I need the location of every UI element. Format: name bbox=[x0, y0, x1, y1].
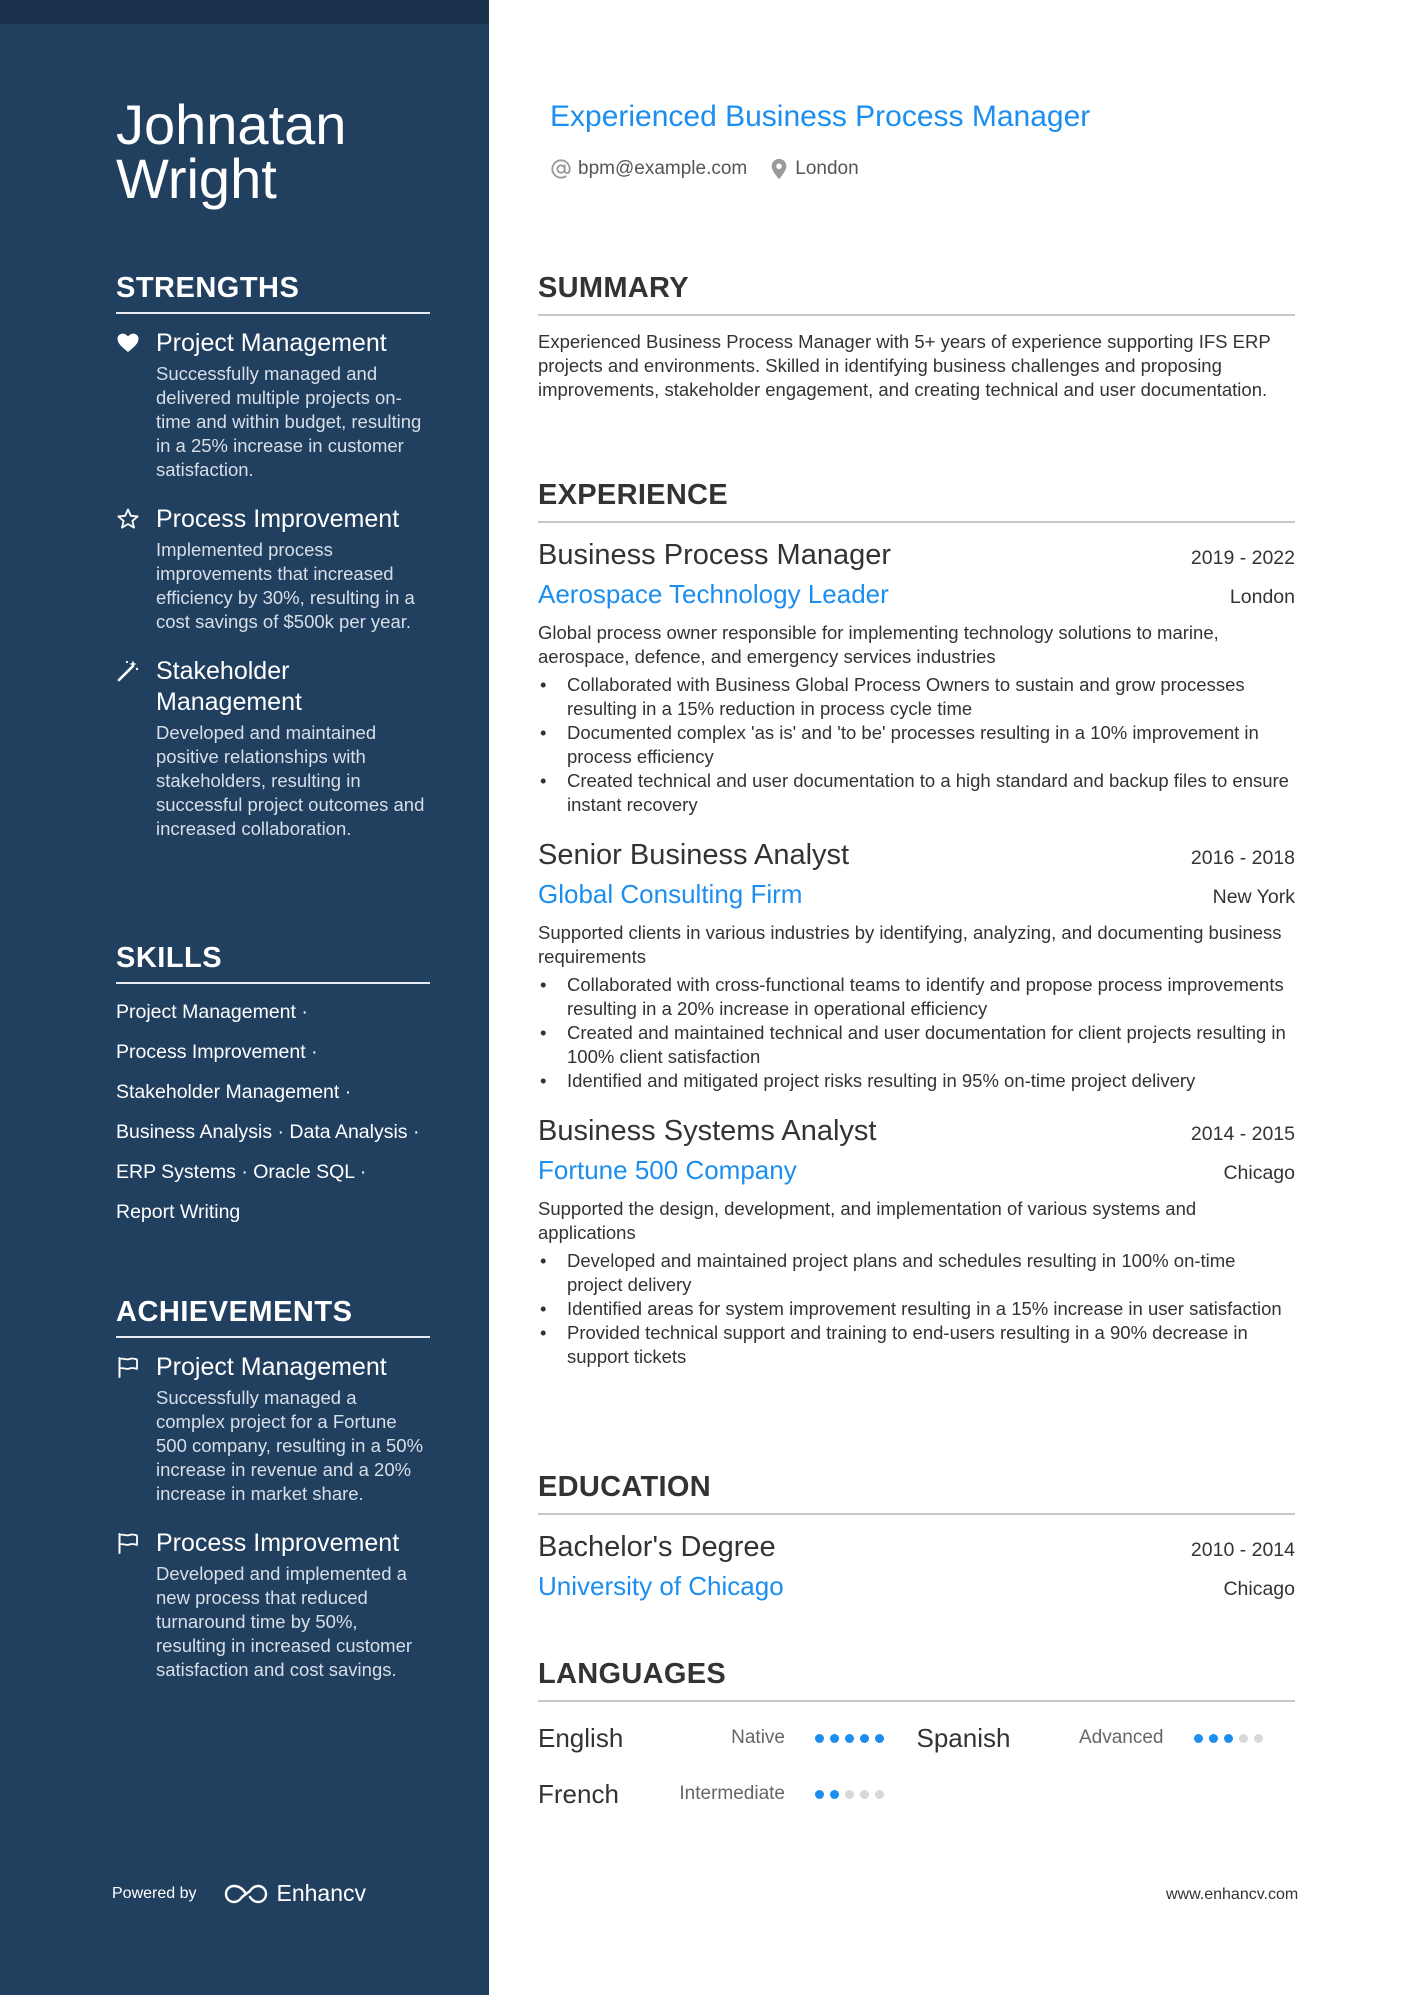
rating-dot-filled bbox=[815, 1790, 824, 1799]
enhancv-logo[interactable] bbox=[223, 1880, 367, 1907]
rating-dot-empty bbox=[860, 1790, 869, 1799]
job-bullet: • Provided technical support and training to end-users resulting in a 90% decrease in support tickets bbox=[538, 1321, 1295, 1369]
education-section bbox=[538, 1469, 1295, 1605]
skill-line: Process Improvement · bbox=[116, 1041, 318, 1063]
job-bullet: • Created and maintained technical and user documentation for client projects resulting in 100% client satisfaction bbox=[538, 1021, 1295, 1069]
skill-line: ERP Systems · Oracle SQL · bbox=[116, 1161, 367, 1183]
education-entry bbox=[538, 1527, 1295, 1605]
rating-dot-empty bbox=[1239, 1734, 1248, 1743]
strengths-heading: STRENGTHS bbox=[116, 270, 430, 314]
experience-section bbox=[538, 477, 1295, 1369]
job-dates: 2019 - 2022 bbox=[1190, 547, 1295, 569]
job-dates: 2014 - 2015 bbox=[1190, 1123, 1295, 1145]
languages-heading: LANGUAGES bbox=[538, 1656, 1295, 1702]
language-rating bbox=[815, 1734, 890, 1743]
language-rating bbox=[1194, 1734, 1269, 1743]
rating-dot-filled bbox=[860, 1734, 869, 1743]
rating-dot-filled bbox=[1209, 1734, 1218, 1743]
rating-dot-empty bbox=[845, 1790, 854, 1799]
job-bullet: • Identified and mitigated project risks resulting in 95% on-time project delivery bbox=[538, 1069, 1295, 1093]
experience-heading: EXPERIENCE bbox=[538, 477, 1295, 523]
website-link[interactable]: www.enhancv.com bbox=[1166, 1886, 1299, 1903]
achievement-description: Developed and implemented a new process that reduced turnaround time by 50%, resulting in increased customer satisfaction and cost savings. bbox=[156, 1563, 413, 1680]
skill-line: Project Management · bbox=[116, 1001, 308, 1023]
powered-by-label: Powered by bbox=[112, 1884, 197, 1902]
sidebar bbox=[0, 0, 489, 1995]
achievements-section bbox=[116, 1294, 430, 1682]
at-sign-icon bbox=[550, 158, 572, 180]
language-level: Native bbox=[731, 1727, 785, 1748]
skills-list bbox=[116, 992, 430, 1232]
strength-item bbox=[116, 504, 430, 634]
job-title: Senior Business Analyst bbox=[538, 839, 850, 871]
summary-text: Experienced Business Process Manager with 5+ years of experience supporting IFS ERP projects and environments. Skilled in identifying business challenges and proposing improvements, stakeholder engagement, and creating technical and user documentation. bbox=[538, 331, 1271, 400]
language-level: Advanced bbox=[1078, 1727, 1164, 1748]
strengths-section bbox=[116, 270, 430, 841]
rating-dot-filled bbox=[1224, 1734, 1233, 1743]
email-text: bpm@example.com bbox=[578, 158, 748, 179]
language-level: Intermediate bbox=[679, 1783, 785, 1804]
first-name: Johnatan bbox=[116, 93, 347, 156]
strength-description: Implemented process improvements that increased efficiency by 30%, resulting in a cost savings of $500k per year. bbox=[156, 539, 415, 632]
strength-item bbox=[116, 328, 430, 482]
degree: Bachelor's Degree bbox=[538, 1531, 776, 1563]
strength-description: Successfully managed and delivered multiple projects on-time and within budget, resulting in a 25% increase in customer satisfaction. bbox=[156, 363, 422, 480]
location-text: London bbox=[795, 158, 859, 179]
languages-section bbox=[538, 1656, 1295, 1822]
job-entry bbox=[538, 835, 1295, 1093]
job-bullets bbox=[538, 973, 1295, 1093]
email-item[interactable] bbox=[550, 158, 747, 180]
skill-line: Business Analysis · Data Analysis · bbox=[116, 1121, 420, 1143]
powered-by bbox=[112, 1880, 366, 1907]
job-description: Supported the design, development, and implementation of various systems and applications bbox=[538, 1198, 1197, 1243]
language-rating bbox=[815, 1790, 890, 1799]
job-bullet: • Created technical and user documentation to a high standard and backup files to ensure instant recovery bbox=[538, 769, 1295, 817]
job-company[interactable]: Aerospace Technology Leader bbox=[538, 579, 889, 609]
job-location: London bbox=[1229, 586, 1295, 608]
job-company[interactable]: Fortune 500 Company bbox=[538, 1155, 797, 1185]
job-bullet: • Identified areas for system improvement resulting in a 15% increase in user satisfaction bbox=[538, 1297, 1295, 1321]
language-item bbox=[538, 1723, 917, 1754]
achievement-item bbox=[116, 1352, 430, 1506]
strength-description: Developed and maintained positive relationships with stakeholders, resulting in successful project outcomes and increased collaboration. bbox=[156, 722, 425, 839]
rating-dot-empty bbox=[1254, 1734, 1263, 1743]
last-name: Wright bbox=[116, 147, 277, 210]
school[interactable]: University of Chicago bbox=[538, 1571, 784, 1601]
star-icon bbox=[116, 507, 140, 531]
location-pin-icon bbox=[769, 158, 789, 180]
rating-dot-filled bbox=[845, 1734, 854, 1743]
rating-dot-filled bbox=[875, 1734, 884, 1743]
job-bullets bbox=[538, 1249, 1295, 1369]
contact-info bbox=[550, 158, 881, 180]
job-dates: 2016 - 2018 bbox=[1190, 847, 1295, 869]
rating-dot-filled bbox=[815, 1734, 824, 1743]
language-item bbox=[917, 1723, 1296, 1754]
location-item bbox=[769, 158, 858, 180]
skill-line: Stakeholder Management · bbox=[116, 1081, 352, 1103]
languages-list bbox=[538, 1710, 1295, 1822]
job-title: Business Systems Analyst bbox=[538, 1115, 877, 1147]
achievement-item bbox=[116, 1528, 430, 1682]
rating-dot-filled bbox=[830, 1734, 839, 1743]
strength-title: Project Management bbox=[156, 329, 387, 357]
magic-wand-icon bbox=[116, 659, 140, 683]
enhancv-logo-icon bbox=[223, 1882, 269, 1906]
strength-title: Stakeholder Management bbox=[156, 657, 302, 716]
skill-line: Report Writing bbox=[116, 1201, 241, 1223]
job-bullet: • Collaborated with Business Global Process Owners to sustain and grow processes resulting in a 15% reduction in process cycle time bbox=[538, 673, 1295, 721]
job-location: New York bbox=[1212, 886, 1295, 908]
achievement-title: Process Improvement bbox=[156, 1529, 400, 1557]
heart-icon bbox=[116, 331, 140, 355]
job-bullets bbox=[538, 673, 1295, 817]
education-location: Chicago bbox=[1223, 1578, 1295, 1600]
rating-dot-filled bbox=[830, 1790, 839, 1799]
language-name: French bbox=[538, 1778, 619, 1809]
rating-dot-empty bbox=[875, 1790, 884, 1799]
job-bullet: • Developed and maintained project plans and schedules resulting in 100% on-time project delivery bbox=[538, 1249, 1295, 1297]
job-bullet: • Collaborated with cross-functional teams to identify and propose process improvements resulting in a 20% increase in operational efficiency bbox=[538, 973, 1295, 1021]
job-location: Chicago bbox=[1223, 1162, 1295, 1184]
rating-dot-filled bbox=[1194, 1734, 1203, 1743]
brand-name: Enhancv bbox=[276, 1880, 367, 1906]
headline: Experienced Business Process Manager bbox=[550, 100, 1091, 133]
summary-heading: SUMMARY bbox=[538, 270, 1295, 316]
job-title: Business Process Manager bbox=[538, 539, 891, 571]
strength-item bbox=[116, 656, 430, 841]
achievements-heading: ACHIEVEMENTS bbox=[116, 1294, 430, 1338]
skills-section bbox=[116, 940, 430, 1232]
achievement-title: Project Management bbox=[156, 1353, 387, 1381]
sidebar-top-bar bbox=[0, 0, 489, 24]
strength-title: Process Improvement bbox=[156, 505, 400, 533]
job-description: Global process owner responsible for implementing technology solutions to marine, aerospace, defence, and emergency services industries bbox=[538, 622, 1219, 667]
achievement-description: Successfully managed a complex project for a Fortune 500 company, resulting in a 50% increase in revenue and a 20% increase in market share. bbox=[156, 1387, 424, 1504]
language-name: English bbox=[538, 1722, 624, 1753]
job-company[interactable]: Global Consulting Firm bbox=[538, 879, 803, 909]
skills-heading: SKILLS bbox=[116, 940, 430, 984]
job-entry bbox=[538, 1111, 1295, 1369]
flag-icon bbox=[116, 1355, 140, 1379]
flag-icon bbox=[116, 1531, 140, 1555]
education-heading: EDUCATION bbox=[538, 1469, 1295, 1515]
language-name: Spanish bbox=[916, 1722, 1011, 1753]
candidate-name bbox=[116, 93, 456, 210]
job-entry bbox=[538, 535, 1295, 817]
summary-section bbox=[538, 270, 1295, 402]
job-description: Supported clients in various industries by identifying, analyzing, and documenting business requirements bbox=[538, 922, 1282, 967]
education-dates: 2010 - 2014 bbox=[1190, 1539, 1295, 1561]
language-item bbox=[538, 1779, 941, 1810]
job-bullet: • Documented complex 'as is' and 'to be' processes resulting in a 10% improvement in process efficiency bbox=[538, 721, 1295, 769]
